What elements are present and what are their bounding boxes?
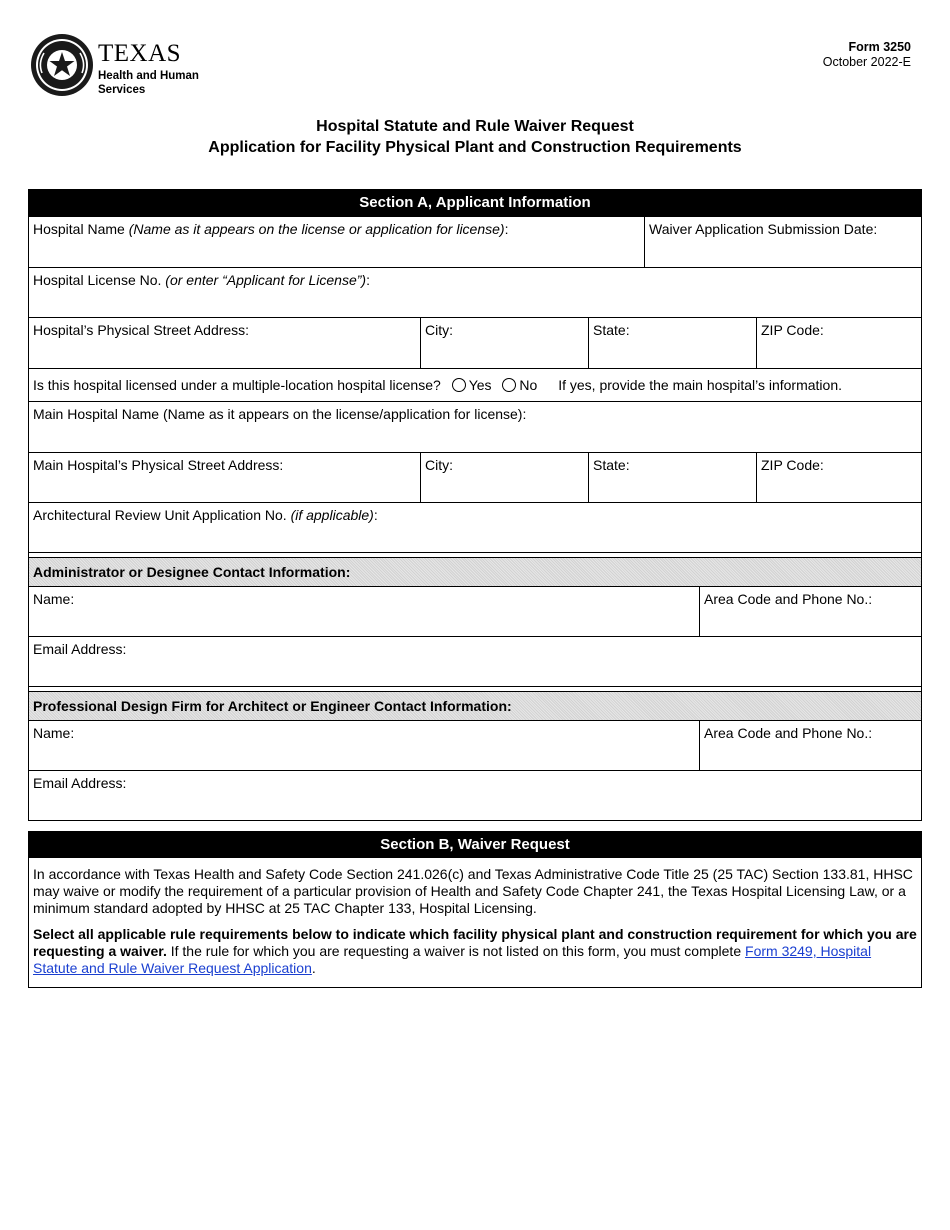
city-field[interactable] — [420, 318, 588, 368]
yes-label: Yes — [468, 377, 492, 393]
section-a-heading: Section A, Applicant Information — [29, 190, 921, 216]
hospital-name-label: Hospital Name — [33, 221, 125, 237]
section-b-paragraph-1: In accordance with Texas Health and Safety Code Section 241.026(c) and Texas Administrative Code Title 25 (25 TAC) Section 133.81, HHSC may waive or modify the requirement of a particular provision of Health and Safety Code Chapter 241, the Texas Hospital Licensing Law, or a minimum standard adopted by HHSC at 25 TAC Chapter 133, Hospital Licensing. — [33, 866, 913, 916]
zip-field[interactable] — [756, 318, 921, 368]
multi-location-row — [29, 369, 921, 401]
logo-brand: TEXAS — [98, 40, 182, 67]
design-email-field[interactable] — [29, 771, 921, 820]
street-field[interactable] — [29, 318, 420, 368]
texas-seal-icon — [30, 33, 94, 97]
admin-contact-heading: Administrator or Designee Contact Information: — [29, 557, 921, 586]
design-email-label: Email Address: — [33, 775, 127, 791]
state-field[interactable] — [588, 318, 756, 368]
submission-date-field[interactable] — [644, 217, 921, 267]
main-hospital-name-label: Main Hospital Name (Name as it appears on the license/application for license): — [33, 406, 527, 422]
aru-application-field[interactable]: Architectural Review Unit Application No. (if applicable): — [33, 507, 378, 523]
main-state-label: State: — [593, 457, 630, 473]
hospital-name-hint: (Name as it appears on the license or application for license) — [128, 221, 505, 237]
hhs-logo — [30, 33, 200, 101]
section-b-period: . — [311, 960, 316, 976]
main-hospital-name-field[interactable] — [29, 402, 921, 452]
license-no-hint: (or enter “Applicant for License”) — [165, 272, 367, 288]
form-3249-link[interactable]: Form 3249, Hospital Statute and Rule Waiver Request Application — [33, 943, 872, 976]
admin-name-label: Name: — [33, 591, 75, 607]
yes-radio[interactable] — [452, 378, 466, 392]
main-city-field[interactable] — [420, 453, 588, 502]
zip-label: ZIP Code: — [761, 322, 824, 338]
main-zip-field[interactable] — [756, 453, 921, 502]
license-no-label: Hospital License No. — [33, 272, 162, 288]
section-b-heading: Section B, Waiver Request — [29, 832, 921, 858]
admin-email-label: Email Address: — [33, 641, 127, 657]
state-label: State: — [593, 322, 630, 338]
logo-line1: Health and Human — [98, 70, 199, 82]
section-b-instruction: Select all applicable rule requirements below to indicate which facility physical plant and construction requirement for which you are requesting a waiver. — [33, 926, 917, 959]
admin-name-field[interactable] — [29, 587, 699, 636]
form-date: October 2022-E — [822, 55, 911, 69]
form-number: Form 3250 — [848, 40, 911, 54]
section-a — [28, 189, 922, 821]
form-number-block — [823, 40, 911, 70]
section-b-instruction-rest: If the rule for which you are requesting a waiver is not listed on this form, you must complete — [170, 943, 742, 959]
city-label: City: — [425, 322, 453, 338]
form-titles — [0, 116, 950, 158]
design-firm-heading: Professional Design Firm for Architect or Engineer Contact Information: — [29, 691, 921, 720]
logo-line2: Services — [98, 84, 146, 96]
main-street-field[interactable] — [29, 453, 420, 502]
section-b-paragraph-2 — [33, 926, 917, 977]
main-state-field[interactable] — [588, 453, 756, 502]
form-title: Hospital Statute and Rule Waiver Request — [316, 118, 634, 135]
no-radio[interactable] — [502, 378, 516, 392]
multi-location-question: Is this hospital licensed under a multiple-location hospital license? — [33, 377, 441, 393]
license-no-field[interactable]: Hospital License No. (or enter “Applicant for License”): — [33, 272, 370, 288]
design-name-field[interactable] — [29, 721, 699, 770]
hospital-name-field[interactable]: Hospital Name (Name as it appears on the license or application for license): — [33, 221, 509, 237]
design-phone-field[interactable] — [699, 721, 921, 770]
street-label: Hospital’s Physical Street Address: — [33, 322, 250, 338]
admin-phone-field[interactable] — [699, 587, 921, 636]
section-b — [28, 831, 922, 988]
admin-phone-label: Area Code and Phone No.: — [704, 591, 873, 607]
main-city-label: City: — [425, 457, 453, 473]
no-label: No — [519, 377, 538, 393]
submission-date-label: Waiver Application Submission Date: — [649, 221, 878, 237]
design-name-label: Name: — [33, 725, 75, 741]
design-phone-label: Area Code and Phone No.: — [704, 725, 873, 741]
main-street-label: Main Hospital’s Physical Street Address: — [33, 457, 284, 473]
multi-location-note: If yes, provide the main hospital’s information. — [558, 377, 842, 393]
aru-label: Architectural Review Unit Application No. — [33, 507, 287, 523]
aru-hint: (if applicable) — [290, 507, 374, 523]
admin-email-field[interactable] — [29, 637, 921, 686]
form-subtitle: Application for Facility Physical Plant and Construction Requirements — [208, 139, 742, 156]
main-zip-label: ZIP Code: — [761, 457, 824, 473]
